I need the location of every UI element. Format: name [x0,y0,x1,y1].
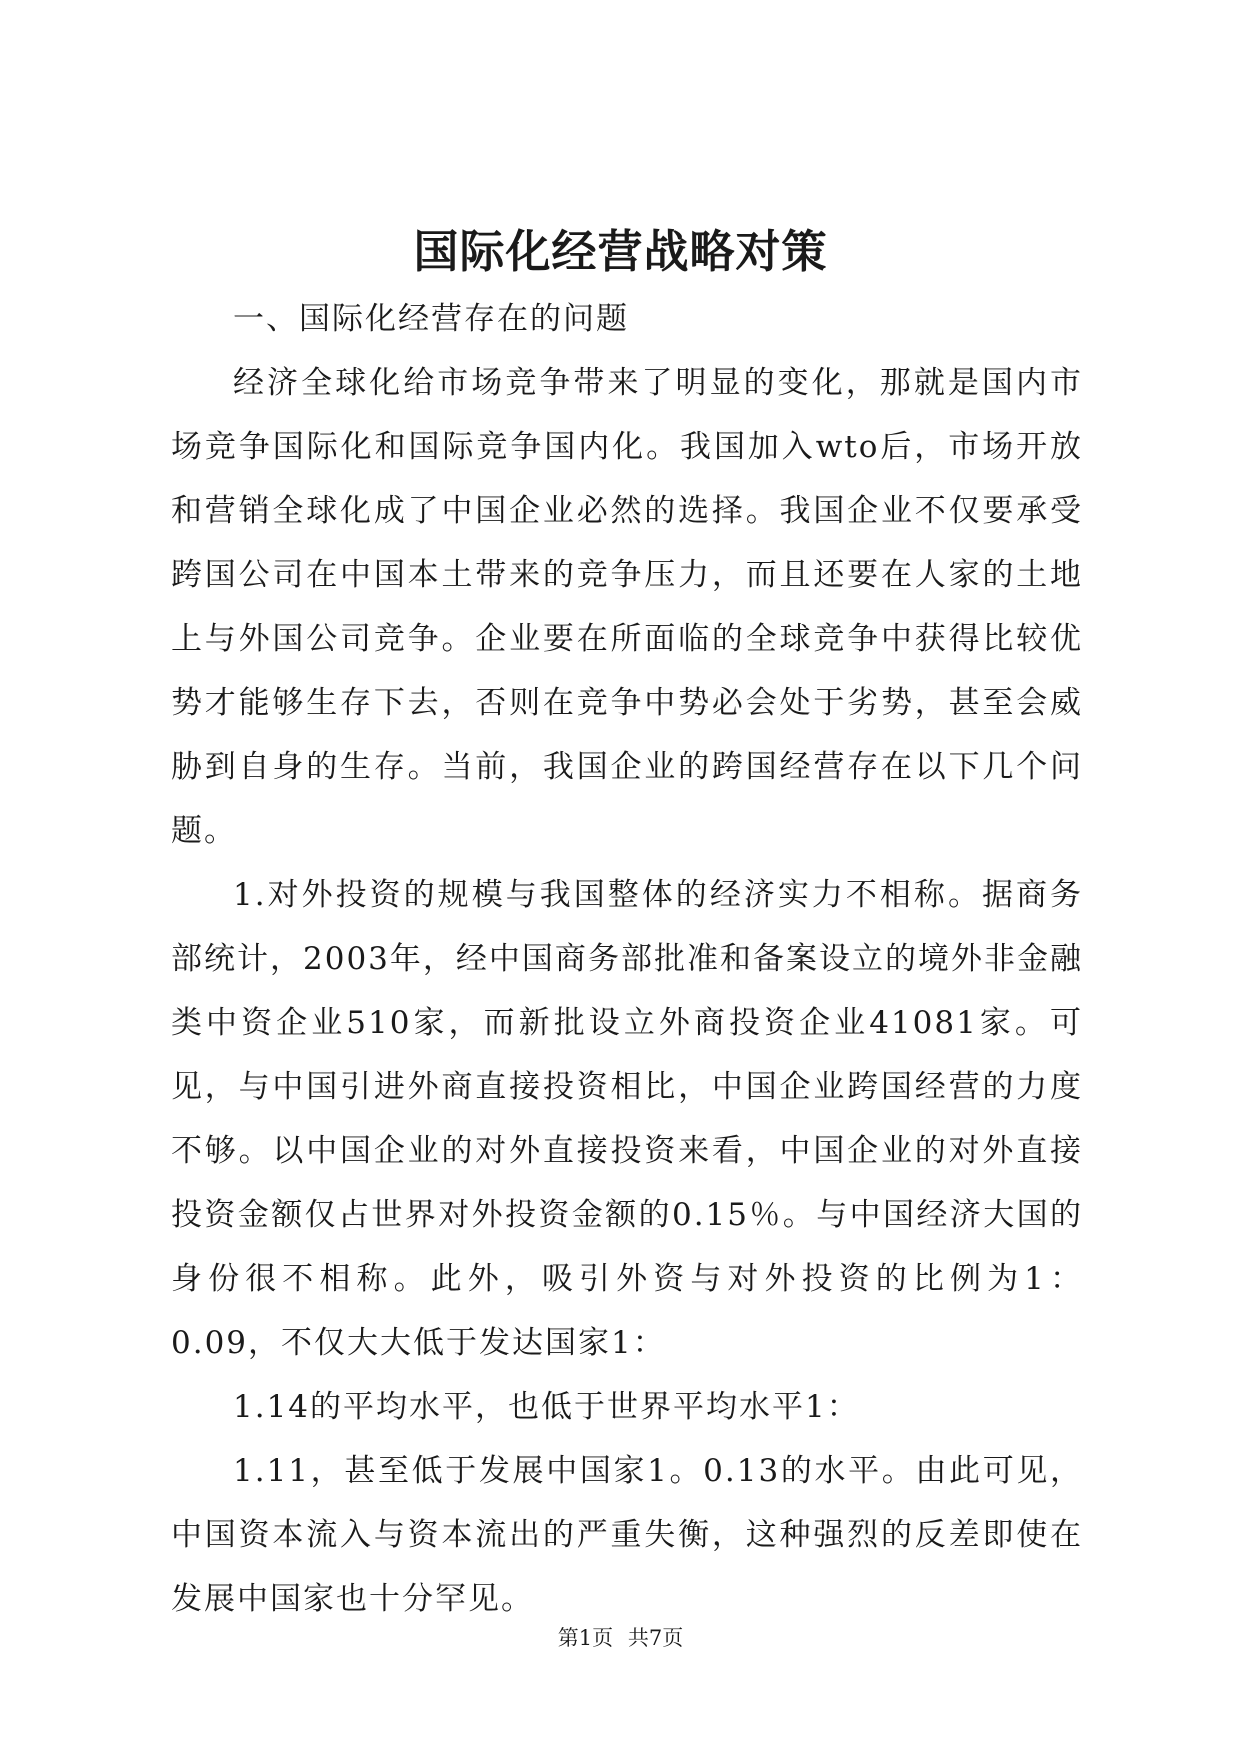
body-paragraph: 1.对外投资的规模与我国整体的经济实力不相称。据商务部统计，2003年，经中国商务部批准和备案设立的境外非金融类中资企业510家，而新批设立外商投资企业41081家。可见，与中国引进外商直接投资相比，中国企业跨国经营的力度不够。以中国企业的对外直接投资来看，中国企业的对外直接投资金额仅占世界对外投资金额的0.15％。与中国经济大国的身份很不相称。此外，吸引外资与对外投资的比例为1：0.09，不仅大大低于发达国家1： [171,877,1083,1361]
page-total: 共7页 [627,1626,684,1650]
page-number: 第1页 [557,1626,614,1650]
page-footer [0,1623,1241,1653]
body-paragraph: 经济全球化给市场竞争带来了明显的变化，那就是国内市场竞争国际化和国际竞争国内化。我国加入wto后，市场开放和营销全球化成了中国企业必然的选择。我国企业不仅要承受跨国公司在中国本土带来的竞争压力，而且还要在人家的土地上与外国公司竞争。企业要在所面临的全球竞争中获得比较优势才能够生存下去，否则在竞争中势必会处于劣势，甚至会威胁到自身的生存。当前，我国企业的跨国经营存在以下几个问题。 [171,365,1083,849]
document-body [171,287,1083,1631]
section-heading: 一、国际化经营存在的问题 [233,301,629,337]
document-title: 国际化经营战略对策 [413,225,828,278]
body-paragraph: 1.11，甚至低于发展中国家1。0.13的水平。由此可见，中国资本流入与资本流出的严重失衡，这种强烈的反差即使在发展中国家也十分罕见。 [171,1453,1083,1617]
body-paragraph: 1.14的平均水平，也低于世界平均水平1： [233,1389,860,1425]
